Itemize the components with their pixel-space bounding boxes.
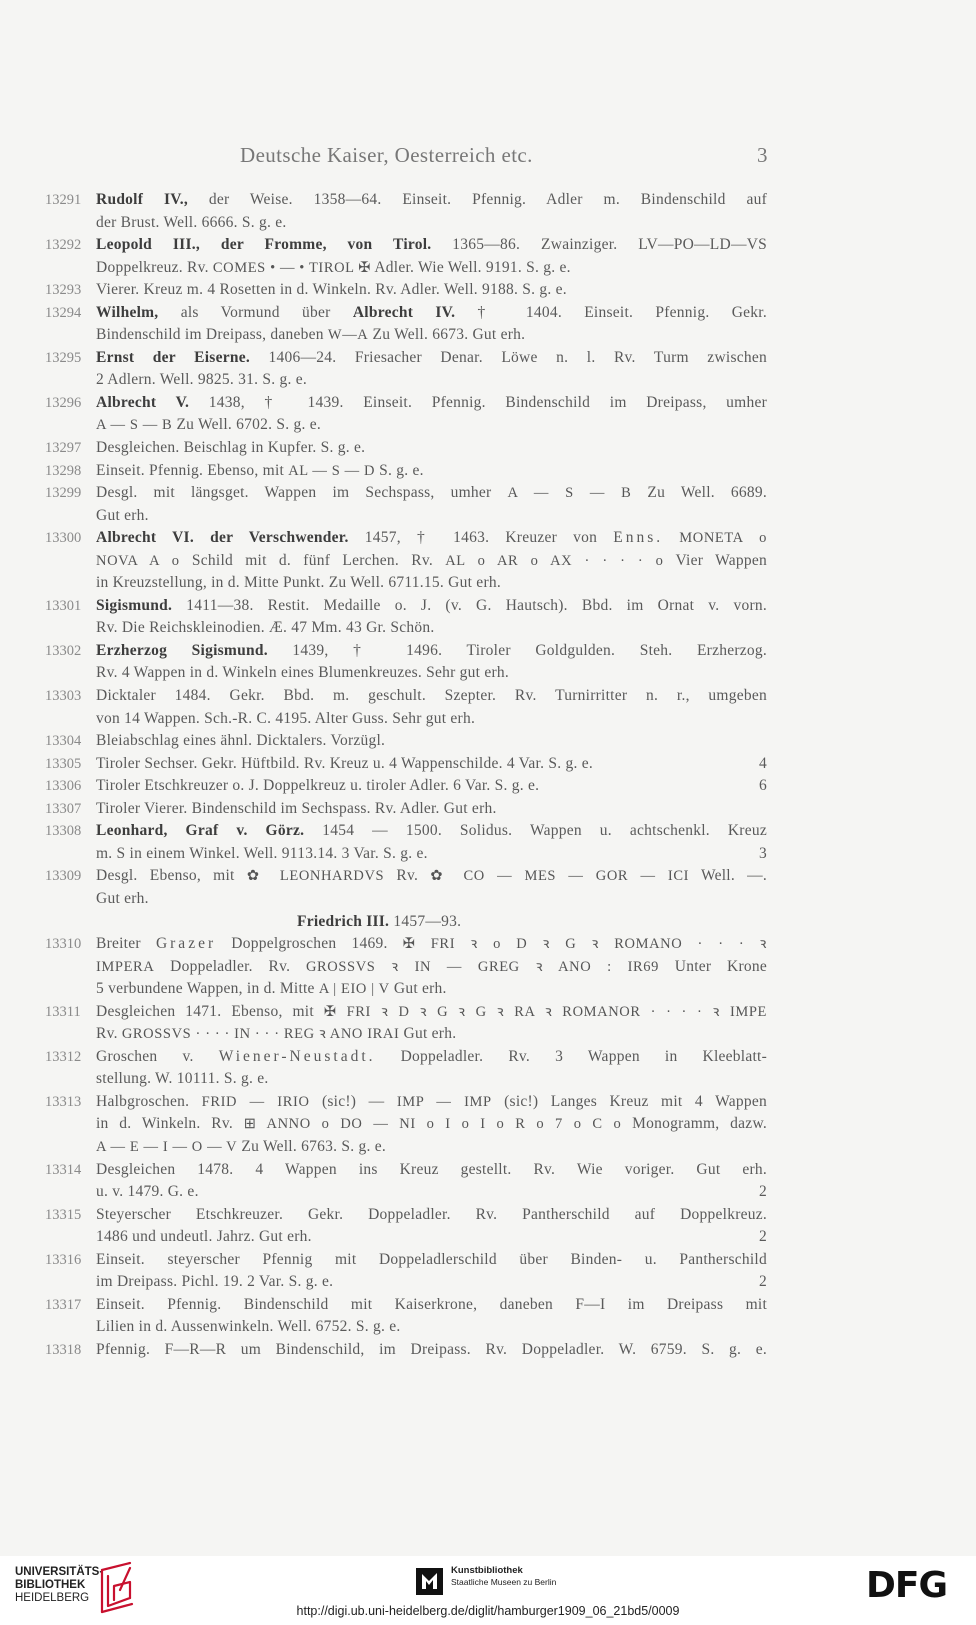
- item-description: Doppeladler. Rv.: [170, 957, 291, 975]
- entry-line: [96, 708, 767, 731]
- item-description: Well. —.: [700, 867, 767, 885]
- entry-line: [96, 1339, 767, 1362]
- entry-line: [96, 527, 767, 550]
- coin-legend: GROSSVS · · · · IN · · · REG ꝛ ANO IRAI: [121, 1026, 400, 1043]
- item-description: Tiroler Sechser. Gekr. Hüftbild. Rv. Kreuz u. 4 Wappenschilde. 4 Var. S. g. e.: [96, 754, 593, 772]
- lot-number: 13298: [45, 462, 82, 479]
- item-description: 1406—24. Friesacher Denar. Löwe n. l. Rv. Turm zwischen: [268, 348, 767, 366]
- item-description: Zu Well. 6673. Gut erh.: [372, 326, 526, 344]
- lot-number: 13304: [45, 733, 82, 750]
- catalog-entry: [45, 820, 767, 865]
- catalog-entry: [45, 775, 767, 798]
- item-description: Halbgroschen.: [96, 1092, 190, 1110]
- library-name-line: BIBLIOTHEK: [15, 1579, 86, 1591]
- entry-line: [96, 753, 767, 776]
- entry-line: [96, 1316, 767, 1339]
- item-description: (sic!) Langes Kreuz mit 4 Wappen: [504, 1092, 767, 1110]
- partner-name-block: [451, 1565, 556, 1588]
- item-description: Einseit. Pfennig. Ebenso, mit: [96, 461, 285, 479]
- coin-legend: A | EIO | V: [318, 981, 390, 998]
- catalog-entry: [45, 392, 767, 437]
- item-description: 1457, † 1463. Kreuzer von: [364, 529, 598, 547]
- item-description: Tiroler Etschkreuzer o. J. Doppelkreuz u. tiroler Adler. 6 Var. S. g. e.: [96, 777, 540, 795]
- entry-line: [96, 1204, 767, 1227]
- entry-line: [96, 820, 767, 843]
- item-description: im Dreipass. Pichl. 19. 2 Var. S. g. e.: [96, 1273, 334, 1291]
- catalog-entry: [45, 685, 767, 730]
- catalog-entry: [45, 1204, 767, 1249]
- entry-line: [96, 324, 767, 347]
- catalog-entry: [45, 1046, 767, 1091]
- item-description: von 14 Wappen. Sch.-R. C. 4195. Alter Guss. Sehr gut erh.: [96, 709, 476, 727]
- entry-line: [96, 505, 767, 528]
- item-description: Vier Wappen: [675, 551, 767, 569]
- catalog-entry: [45, 1159, 767, 1204]
- item-description: Einseit. steyerscher Pfennig mit Doppeladlerschild über Binden- u. Pantherschild: [96, 1250, 767, 1268]
- entry-line: [96, 956, 767, 979]
- entry-line: [96, 1113, 767, 1136]
- coin-legend: A — E — I — O — V: [96, 1138, 238, 1155]
- item-description: Gut erh.: [96, 506, 149, 524]
- catalog-entry: [45, 1249, 767, 1294]
- lot-number: 13315: [45, 1206, 82, 1223]
- entry-line: [96, 550, 767, 573]
- coin-legend: ⊞ ANNO o DO — NI o I o I o R o 7 o C o: [243, 1116, 622, 1133]
- entry-line: [96, 1046, 767, 1069]
- entry-line: [96, 640, 767, 663]
- source-url: http://digi.ub.uni-heidelberg.de/diglit/hamburger1909_06_21bd5/0009: [296, 1604, 680, 1618]
- item-description: Adler. Wie Well. 9191. S. g. e.: [374, 258, 571, 276]
- entry-line: [96, 369, 767, 392]
- entry-line: [96, 1159, 767, 1182]
- item-name: Wilhelm,: [96, 303, 159, 321]
- coin-legend: GROSSVS ꝛ IN — GREG ꝛ ANO : IR69: [305, 958, 660, 975]
- lot-number: 13299: [45, 485, 82, 502]
- entry-line: [96, 843, 767, 866]
- item-description: u. v. 1479. G. e.: [96, 1183, 199, 1201]
- catalog-entry: [45, 730, 767, 753]
- coin-legend: A — S — B: [96, 417, 173, 434]
- lot-number: 13305: [45, 755, 82, 772]
- coin-legend: ✠ FRI ꝛ D ꝛ G ꝛ G ꝛ RA ꝛ ROMANOR · · · · ꝛ IMPE: [323, 1003, 767, 1020]
- item-description: stellung. W. 10111. S. g. e.: [96, 1070, 269, 1088]
- item-description: der Brust. Well. 6666. S. g. e.: [96, 213, 287, 231]
- catalog-entry: [45, 482, 767, 527]
- item-description: Steyerscher Etschkreuzer. Gekr. Doppeladler. Rv. Pantherschild auf Doppelkreuz.: [96, 1205, 767, 1223]
- item-description: Breiter: [96, 935, 141, 953]
- item-description: der Weise. 1358—64. Einseit. Pfennig. Adler m. Bindenschild auf: [208, 191, 767, 208]
- entry-line: [96, 212, 767, 235]
- entry-line: [96, 234, 767, 257]
- library-name: [15, 1566, 103, 1605]
- lot-number: 13307: [45, 800, 82, 817]
- item-name: Rudolf IV.,: [96, 191, 188, 208]
- item-description: Schild mit d. fünf Lerchen. Rv.: [191, 551, 433, 569]
- item-description: Desgl. mit längsget. Wappen im Sechspass, umher: [96, 484, 492, 502]
- running-head-title: Deutsche Kaiser, Oesterreich etc.: [240, 143, 533, 167]
- lot-number: 13308: [45, 823, 82, 840]
- coin-legend: IMP — IMP: [396, 1093, 492, 1110]
- catalog-entry: [45, 865, 767, 910]
- item-description: Unter Krone: [674, 957, 767, 975]
- lot-number: 13306: [45, 778, 82, 795]
- partner-name: Kunstbibliothek: [451, 1565, 523, 1576]
- item-name: Ernst der Eiserne.: [96, 348, 250, 366]
- lot-number: 13295: [45, 349, 82, 366]
- lot-number: 13311: [45, 1003, 81, 1020]
- item-name: Albrecht V.: [96, 393, 190, 411]
- entry-line: [96, 775, 767, 798]
- item-description: 1486 und undeutl. Jahrz. Gut erh.: [96, 1228, 312, 1246]
- item-description: (sic!) —: [321, 1092, 385, 1110]
- catalog-entry: [45, 933, 767, 1001]
- section-heading-dates: 1457—93.: [393, 912, 462, 930]
- lot-number: 13297: [45, 440, 82, 457]
- catalog-entry: [45, 279, 767, 302]
- item-description: Gut erh.: [403, 1025, 457, 1043]
- entry-line: [96, 414, 767, 437]
- lot-count: 2: [759, 1183, 767, 1201]
- entry-line: [96, 257, 767, 280]
- item-description: Rv. Die Reichskleinodien. Æ. 47 Mm. 43 Gr. Schön.: [96, 619, 435, 637]
- item-description: Gut erh.: [96, 889, 149, 907]
- item-description: 1411—38. Restit. Medaille o. J. (v. G. Hautsch). Bbd. im Ornat v. vorn.: [186, 596, 767, 614]
- lot-number: 13317: [45, 1296, 82, 1313]
- lot-number: 13300: [45, 530, 82, 547]
- coin-legend: NOVA A o: [96, 552, 180, 569]
- lot-number: 13313: [45, 1093, 82, 1110]
- lot-number: 13301: [45, 597, 82, 614]
- entry-line: [96, 1181, 767, 1204]
- entry-line: [96, 730, 767, 753]
- entry-line: [96, 1068, 767, 1091]
- entry-line: [96, 798, 767, 821]
- catalog-entry: [45, 189, 767, 234]
- lot-number: 13310: [45, 936, 82, 953]
- lot-count: 4: [759, 754, 767, 772]
- item-description: Lilien in d. Aussenwinkeln. Well. 6752. S. g. e.: [96, 1318, 401, 1336]
- item-description: 5 verbundene Wappen, in d. Mitte: [96, 980, 315, 998]
- entry-line: [96, 1001, 767, 1024]
- coin-legend: ✿ CO — MES — GOR — ICI: [430, 868, 690, 885]
- coin-legend: AL — S — D: [288, 462, 376, 479]
- catalog-entry: [45, 234, 767, 279]
- library-name-line: UNIVERSITÄTS-: [15, 1566, 104, 1578]
- lot-number: 13302: [45, 642, 82, 659]
- item-description: S. g. e.: [379, 461, 424, 479]
- item-description: Doppelkreuz. Rv.: [96, 258, 209, 276]
- entry-line: [96, 865, 767, 888]
- lot-number: 13294: [45, 304, 82, 321]
- catalog-entry: [45, 460, 767, 483]
- coin-legend: MONETA o: [679, 530, 767, 547]
- item-name: Albrecht IV.: [352, 303, 456, 321]
- catalog-entry: [45, 302, 767, 347]
- catalog-entry: [45, 595, 767, 640]
- item-description: Rv.: [396, 867, 419, 885]
- lot-number: 13292: [45, 237, 82, 254]
- item-description: Pfennig. F—R—R um Bindenschild, im Dreipass. Rv. Doppeladler. W. 6759. S. g. e.: [96, 1340, 767, 1358]
- section-heading: [96, 911, 767, 934]
- entry-line: [96, 1091, 767, 1114]
- lot-count: 2: [759, 1273, 767, 1291]
- item-description: 2 Adlern. Well. 9825. 31. S. g. e.: [96, 371, 308, 389]
- entry-line: [96, 685, 767, 708]
- entry-line: [96, 572, 767, 595]
- catalog-entry: [45, 1091, 767, 1159]
- spaced-word: Enns.: [613, 529, 664, 547]
- item-description: Bindenschild im Dreipass, daneben: [96, 326, 324, 344]
- entry-line: [96, 1271, 767, 1294]
- entry-line: [96, 617, 767, 640]
- entry-line: [96, 595, 767, 618]
- item-description: Zu Well. 6689.: [647, 484, 767, 502]
- coin-legend: W—A: [327, 327, 369, 344]
- item-description: Dicktaler 1484. Gekr. Bbd. m. geschult. Szepter. Rv. Turnirritter n. r., umgeben: [96, 687, 767, 705]
- item-description: 1454 — 1500. Solidus. Wappen u. achtschenkl. Kreuz: [322, 822, 767, 840]
- coin-legend: AL o AR o AX · · · · o: [445, 552, 664, 569]
- item-description: Gut erh.: [393, 980, 447, 998]
- catalog-entry: [45, 1294, 767, 1339]
- entry-line: [96, 279, 767, 302]
- spaced-word: Grazer: [155, 935, 217, 953]
- item-description: Monogramm, dazw.: [632, 1115, 767, 1133]
- lot-number: 13293: [45, 282, 82, 299]
- coin-legend: ✿ LEONHARDVS: [246, 868, 385, 885]
- lot-number: 13314: [45, 1161, 82, 1178]
- item-description: † 1404. Einseit. Pfennig. Gekr.: [477, 303, 767, 321]
- page-number: 3: [757, 143, 768, 167]
- lot-number: 13316: [45, 1251, 82, 1268]
- entry-line: [96, 347, 767, 370]
- lot-number: 13296: [45, 394, 82, 411]
- item-name: Erzherzog Sigismund.: [96, 641, 268, 659]
- item-description: als Vormund über: [180, 303, 331, 321]
- entry-line: [96, 189, 767, 212]
- item-description: 1439, † 1496. Tiroler Goldgulden. Steh. Erzherzog.: [292, 641, 767, 659]
- entry-line: [96, 482, 767, 505]
- lot-number: 13309: [45, 868, 82, 885]
- item-description: Desgleichen 1471. Ebenso, mit: [96, 1002, 314, 1020]
- item-description: Bleiabschlag eines ähnl. Dicktalers. Vorzügl.: [96, 732, 386, 750]
- lot-number: 13318: [45, 1341, 82, 1358]
- item-description: Desgleichen. Beischlag in Kupfer. S. g. e.: [96, 439, 366, 457]
- entry-line: [96, 460, 767, 483]
- spaced-word: Wiener-Neustadt.: [218, 1047, 376, 1065]
- entry-line: [96, 1226, 767, 1249]
- item-description: Einseit. Pfennig. Bindenschild mit Kaiserkrone, daneben F—I im Dreipass mit: [96, 1295, 767, 1313]
- item-name: Leopold III., der Fromme, von Tirol.: [96, 236, 432, 254]
- dfg-logo: DFG: [866, 1565, 948, 1606]
- entry-line: [96, 888, 767, 911]
- item-description: in Kreuzstellung, in d. Mitte Punkt. Zu Well. 6711.15. Gut erh.: [96, 574, 501, 592]
- entry-line: [96, 978, 767, 1001]
- item-description: Vierer. Kreuz m. 4 Rosetten in d. Winkeln. Rv. Adler. Well. 9188. S. g. e.: [96, 281, 567, 299]
- library-name-line: HEIDELBERG: [15, 1592, 90, 1604]
- coin-legend: COMES • — • TIROL ✠: [212, 259, 372, 276]
- item-description: Groschen v.: [96, 1047, 194, 1065]
- kunstbibliothek-logo-icon: [416, 1568, 443, 1595]
- item-description: 1365—86. Zwainziger. LV—PO—LD—VS: [452, 236, 767, 254]
- item-description: Desgl. Ebenso, mit: [96, 867, 235, 885]
- catalog-list: [45, 189, 767, 1361]
- lot-number: 13303: [45, 688, 82, 705]
- catalog-entry: [45, 640, 767, 685]
- coin-legend: A — S — B: [507, 485, 632, 502]
- entry-line: [96, 1136, 767, 1159]
- entry-line: [96, 302, 767, 325]
- catalog-entry: [45, 798, 767, 821]
- catalog-entry: [45, 1001, 767, 1046]
- entry-line: [96, 933, 767, 956]
- item-description: Zu Well. 6702. S. g. e.: [176, 416, 322, 434]
- item-name: Sigismund.: [96, 596, 173, 614]
- partner-subtitle: Staatliche Museen zu Berlin: [451, 1577, 557, 1587]
- catalog-entry: [45, 437, 767, 460]
- entry-line: [96, 1023, 767, 1046]
- coin-legend: FRID — IRIO: [201, 1093, 310, 1110]
- item-description: in d. Winkeln. Rv.: [96, 1115, 233, 1133]
- catalog-entry: [45, 753, 767, 776]
- item-description: 1438, † 1439. Einseit. Pfennig. Bindenschild im Dreipass, umher: [208, 393, 767, 411]
- item-name: Albrecht VI. der Verschwender.: [96, 529, 349, 547]
- coin-legend: ✠ FRI ꝛ o D ꝛ G ꝛ ROMANO · · · ꝛ: [402, 936, 767, 953]
- entry-line: [96, 437, 767, 460]
- catalog-entry: [45, 1339, 767, 1362]
- entry-line: [96, 1294, 767, 1317]
- lot-number: 13312: [45, 1048, 82, 1065]
- item-description: Doppeladler. Rv. 3 Wappen in Kleeblatt-: [400, 1047, 767, 1065]
- entry-line: [96, 392, 767, 415]
- item-description: Tiroler Vierer. Bindenschild im Sechspass. Rv. Adler. Gut erh.: [96, 799, 497, 817]
- catalog-entry: [45, 347, 767, 392]
- catalog-entry: [45, 527, 767, 595]
- lot-number: 13291: [45, 192, 82, 208]
- entry-line: [96, 662, 767, 685]
- lot-count: 2: [759, 1228, 767, 1246]
- item-description: Doppelgroschen 1469.: [231, 935, 388, 953]
- entry-line: [96, 1249, 767, 1272]
- item-name: Leonhard, Graf v. Görz.: [96, 822, 305, 840]
- item-description: Rv.: [96, 1025, 118, 1043]
- lot-count: 6: [759, 777, 767, 795]
- coin-legend: IMPERA: [96, 958, 155, 975]
- item-description: m. S in einem Winkel. Well. 9113.14. 3 Var. S. g. e.: [96, 844, 428, 862]
- item-description: Rv. 4 Wappen in d. Winkeln eines Blumenkreuzes. Sehr gut erh.: [96, 664, 509, 682]
- item-description: Desgleichen 1478. 4 Wappen ins Kreuz gestellt. Rv. Wie voriger. Gut erh.: [96, 1160, 767, 1178]
- item-description: Zu Well. 6763. S. g. e.: [241, 1137, 386, 1155]
- lot-count: 3: [759, 844, 767, 862]
- section-heading-name: Friedrich III.: [297, 912, 390, 930]
